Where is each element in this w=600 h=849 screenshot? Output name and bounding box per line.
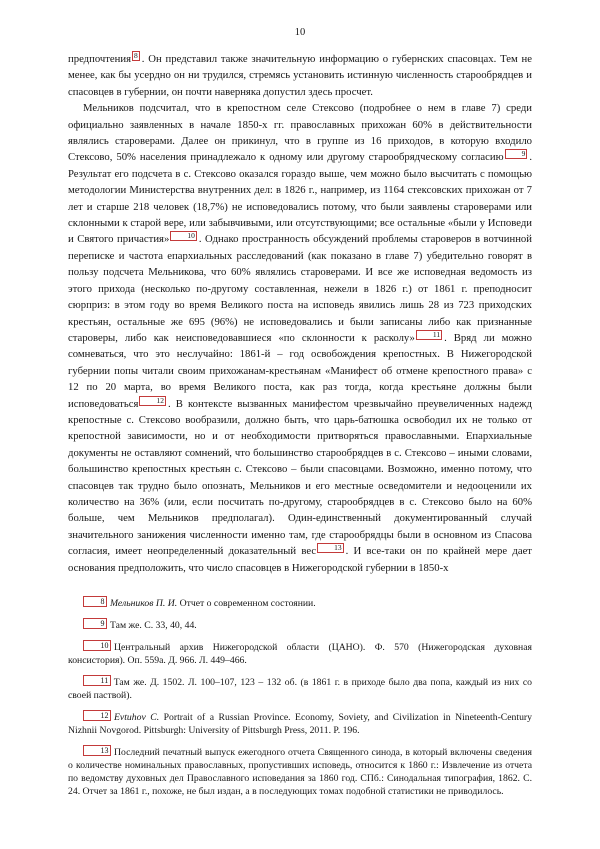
footnote-reference: 8: [134, 51, 138, 60]
footnote-number: 11: [83, 675, 111, 686]
footnotes-section: [68, 596, 532, 798]
footnote-reference: 10: [170, 231, 197, 241]
page-number: 10: [294, 27, 306, 38]
paragraph: Мельников подсчитал, что в крепостном селе Стексово (подробнее о нем в главе 7) среди официально заявленных в начале 1850-х гг. православных прихожан 60% в действительности являлись староверами. Далее он прикинул, что в группе из 16 приходов, в которую входило Стексово, 50% населения принадлежало к одному или другому старообрядческому согласию $^9$ . Результат его подсчета в с. Стексово оказался гораздо выше, чем можно было высчитать с помощью методологии Министерства внутренних дел: в 1826 г., например, из 1164 стексовских прихожан от 7 лет и старше 218 человек (18,7%) не исповедовались потому, что были заявлены староверами или склонными к старой вере, или забывчивыми, или отсутствующими; все остальные «были у Исповеди и Святого причастия» $^{10}$ . Однако пространность обсуждений проблемы староверов в вотчинной переписке и частота епархиальных расследований (как показано в главе 7) убедительно говорят в пользу подсчета Мельникова, что 60% являлись староверами. И все же исповедная ведомость из этого прихода (несколько по-другому составленная, нежели в 1826 г.) от 1861 г. преподносит сюрприз: в этом году во время Великого поста на исповедь явились лишь 28 из 723 приходских крестьян, остальные же 695 (96%) не исповедовались и были записаны либо как признанные староверы, либо как неисповедовавшиеся «по склонности к расколу» $^{11}$ . Вряд ли можно сомневаться, что это неслучайно: 1861-й – год освобождения крепостных. В Нижегородской губернии попы читали своим прихожанам-крестьянам «Манифест об отмене крепостного права» с 12 по 20 марта, во время Великого поста, как раз тогда, когда крестьяне должны были исповедоваться $^{12}$ . В контексте вызванных манифестом чрезвычайно преувеличенных надежд крепостные с. Стексово вообразили, должно быть, что царь-батюшка освободил их не только от крепостной зависимости, но и от необходимости притворяться православными. Епархиальные документы не оставляют сомнений, что большинство старообрядцев в с. Стексово – иными словами, большинство крепостных крестьян с. Стексово – были спасовцами. Возможно, именно потому, что спасовцев так трудно было опознать, Мельников и его местные осведомители и недооценили их количество на 36% (или, если посчитать по-другому, старообрядцев в с. Стексово было на 60% больше, чем Мельников предполагал). Один-единственный документированный случай значительного занижения численности именно там, где старообрядцы были в основном из Спасова согласия, имеет неопределенный доказательный вес $^{13}$ . И все-таки он по крайней мере дает основания предположить, что число спасовцев в Нижегородской губернии в 1850-х: [68, 102, 532, 574]
footnote: 9 Там же. С. 33, 40, 44.: [68, 618, 532, 632]
footnote-number: 12: [83, 710, 111, 721]
footnote: 12 Evtuhov C. Portrait of a Russian Province. Economy, Soviety, and Civilization in Nineteenth-Century Nizhnii Novgorod. Pittsburgh: University of Pittsburgh Press, 2011. P. 196.: [68, 711, 533, 736]
footnote-number: 8: [83, 596, 107, 607]
footnote-number: 9: [83, 618, 107, 629]
footnote: 8 Мельников П. И. Отчет о современном состоянии.: [68, 596, 532, 610]
paragraph: предпочтения $^8$ . Он представил также значительную информацию о губернских спасовцах. Тем не менее, как бы усердно он ни трудился, стремясь установить истинную численность старообрядцев и спасовцев в губернии, он почти наверняка допустил здесь просчет.: [68, 51, 532, 98]
footnote-number: 13: [83, 745, 111, 756]
footnote-reference: 11: [416, 330, 442, 340]
footnote-number: 10: [83, 640, 111, 651]
italic-text: Evtuhov C.: [114, 712, 160, 723]
footnote-reference: 13: [317, 543, 344, 553]
italic-text: Мельников П. И.: [110, 598, 178, 609]
footnote: 13 Последний печатный выпуск ежегодного отчета Священного синода, в который включены сведения о количестве номинальных православных, пропустивших исповедь, относится к 1860 г.: Извлечение из отчета по ведомству духовных дел Православного исповедания за 1860 год. СПб.: Синодальная типография, 1862. С. 24. Отчет за 1861 г., похоже, не был издан, а в последующих томах подобной статистики не приводилось.: [68, 746, 532, 797]
footnote-reference: 12: [139, 396, 166, 406]
footnote: 11 Там же. Д. 1502. Л. 100–107, 123 – 132 об. (в 1861 г. в приходе было два попа, каждый из них со своей паствой).: [68, 676, 532, 701]
body-text: [68, 51, 532, 576]
footnote: 10 Центральный архив Нижегородской области (ЦАНО). Ф. 570 (Нижегородская духовная консистория). Оп. 559а. Д. 966. Л. 449–466.: [68, 641, 532, 666]
footnote-reference: 9: [505, 149, 528, 159]
